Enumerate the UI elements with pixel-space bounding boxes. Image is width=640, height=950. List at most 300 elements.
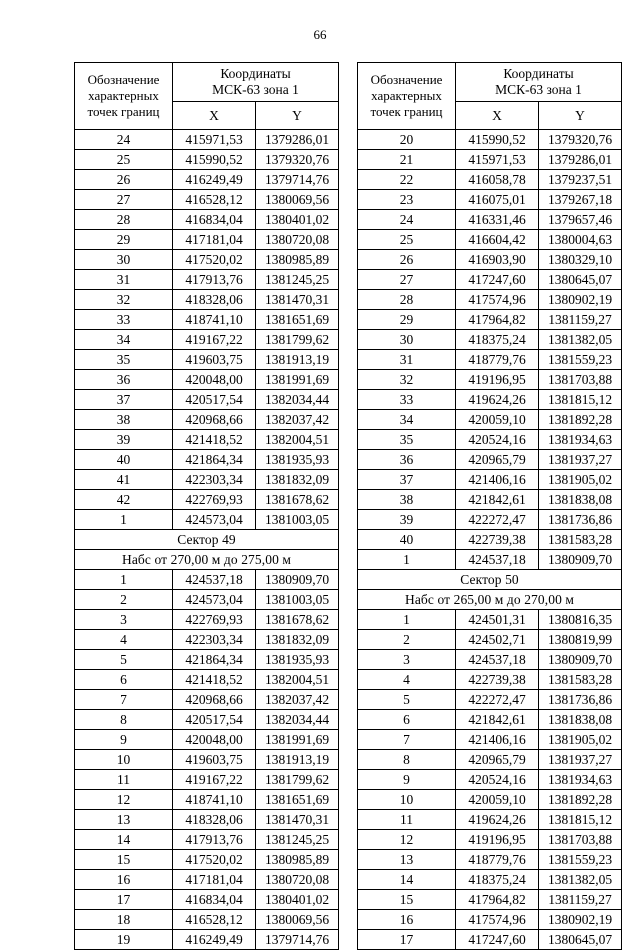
table-row xyxy=(75,610,339,630)
x-coordinate: 424537,18 xyxy=(173,570,256,590)
x-coordinate: 418375,24 xyxy=(456,330,539,350)
point-number: 12 xyxy=(358,830,456,850)
x-coordinate: 424573,04 xyxy=(173,510,256,530)
table-row xyxy=(75,370,339,390)
y-coordinate: 1381003,05 xyxy=(256,510,339,530)
table-row xyxy=(75,910,339,930)
x-coordinate: 419603,75 xyxy=(173,750,256,770)
left-table-body xyxy=(75,130,339,950)
x-coordinate: 422303,34 xyxy=(173,630,256,650)
y-coordinate: 1379267,18 xyxy=(539,190,622,210)
x-coordinate: 421406,16 xyxy=(456,730,539,750)
y-coordinate: 1380902,19 xyxy=(539,290,622,310)
point-number: 28 xyxy=(75,210,173,230)
x-coordinate: 424573,04 xyxy=(173,590,256,610)
table-row xyxy=(358,450,622,470)
table-row xyxy=(358,370,622,390)
table-row xyxy=(358,930,622,950)
table-row xyxy=(75,790,339,810)
point-number: 6 xyxy=(75,670,173,690)
table-row xyxy=(358,730,622,750)
header-x-label: X xyxy=(456,102,539,130)
x-coordinate: 418779,76 xyxy=(456,350,539,370)
x-coordinate: 419603,75 xyxy=(173,350,256,370)
point-number: 1 xyxy=(358,610,456,630)
table-row xyxy=(75,730,339,750)
y-coordinate: 1381470,31 xyxy=(256,290,339,310)
x-coordinate: 418779,76 xyxy=(456,850,539,870)
point-number: 7 xyxy=(358,730,456,750)
table-row xyxy=(75,170,339,190)
y-coordinate: 1382034,44 xyxy=(256,390,339,410)
table-row xyxy=(358,890,622,910)
y-coordinate: 1380819,99 xyxy=(539,630,622,650)
y-coordinate: 1380902,19 xyxy=(539,910,622,930)
table-row xyxy=(75,850,339,870)
table-row xyxy=(75,270,339,290)
point-number: 26 xyxy=(358,250,456,270)
point-number: 34 xyxy=(358,410,456,430)
x-coordinate: 416058,78 xyxy=(456,170,539,190)
x-coordinate: 424501,31 xyxy=(456,610,539,630)
y-coordinate: 1381937,27 xyxy=(539,750,622,770)
table-row xyxy=(358,530,622,550)
header-coords-line2: МСК-63 зона 1 xyxy=(495,82,582,97)
x-coordinate: 421842,61 xyxy=(456,710,539,730)
table-row xyxy=(75,750,339,770)
point-number: 40 xyxy=(75,450,173,470)
y-coordinate: 1380401,02 xyxy=(256,210,339,230)
y-coordinate: 1379237,51 xyxy=(539,170,622,190)
y-coordinate: 1380909,70 xyxy=(256,570,339,590)
point-number: 1 xyxy=(75,510,173,530)
y-coordinate: 1380985,89 xyxy=(256,850,339,870)
x-coordinate: 422769,93 xyxy=(173,490,256,510)
point-number: 33 xyxy=(358,390,456,410)
point-number: 30 xyxy=(358,330,456,350)
point-number: 14 xyxy=(358,870,456,890)
x-coordinate: 420968,66 xyxy=(173,410,256,430)
point-number: 19 xyxy=(75,930,173,950)
y-coordinate: 1381651,69 xyxy=(256,310,339,330)
coordinates-table-left xyxy=(74,62,339,950)
x-coordinate: 420059,10 xyxy=(456,790,539,810)
y-coordinate: 1381913,19 xyxy=(256,750,339,770)
x-coordinate: 422739,38 xyxy=(456,530,539,550)
y-coordinate: 1381470,31 xyxy=(256,810,339,830)
x-coordinate: 415990,52 xyxy=(456,130,539,150)
y-coordinate: 1381832,09 xyxy=(256,630,339,650)
point-number: 41 xyxy=(75,470,173,490)
table-row xyxy=(358,330,622,350)
coordinates-table-right xyxy=(357,62,622,950)
y-coordinate: 1381678,62 xyxy=(256,490,339,510)
y-coordinate: 1381838,08 xyxy=(539,490,622,510)
y-coordinate: 1380401,02 xyxy=(256,890,339,910)
y-coordinate: 1381937,27 xyxy=(539,450,622,470)
header-y-label: Y xyxy=(539,102,622,130)
x-coordinate: 420059,10 xyxy=(456,410,539,430)
y-coordinate: 1381245,25 xyxy=(256,270,339,290)
header-coords-label xyxy=(173,63,339,102)
y-coordinate: 1381815,12 xyxy=(539,810,622,830)
point-number: 8 xyxy=(75,710,173,730)
point-number: 8 xyxy=(358,750,456,770)
table-row xyxy=(358,410,622,430)
table-row xyxy=(358,770,622,790)
y-coordinate: 1381991,69 xyxy=(256,370,339,390)
x-coordinate: 420965,79 xyxy=(456,750,539,770)
x-coordinate: 418328,06 xyxy=(173,810,256,830)
x-coordinate: 416834,04 xyxy=(173,210,256,230)
table-row xyxy=(75,350,339,370)
point-number: 42 xyxy=(75,490,173,510)
table-row xyxy=(75,870,339,890)
x-coordinate: 416249,49 xyxy=(173,930,256,950)
point-number: 38 xyxy=(75,410,173,430)
x-coordinate: 420048,00 xyxy=(173,370,256,390)
section-label: Сектор 50 xyxy=(358,570,622,590)
y-coordinate: 1381703,88 xyxy=(539,370,622,390)
table-row xyxy=(358,830,622,850)
point-number: 24 xyxy=(75,130,173,150)
y-coordinate: 1381736,86 xyxy=(539,690,622,710)
table-row xyxy=(358,710,622,730)
y-coordinate: 1381159,27 xyxy=(539,310,622,330)
right-table-body xyxy=(358,130,622,950)
point-number: 35 xyxy=(75,350,173,370)
table-row xyxy=(358,190,622,210)
y-coordinate: 1380909,70 xyxy=(539,650,622,670)
x-coordinate: 415971,53 xyxy=(173,130,256,150)
y-coordinate: 1379714,76 xyxy=(256,930,339,950)
x-coordinate: 424537,18 xyxy=(456,650,539,670)
x-coordinate: 415990,52 xyxy=(173,150,256,170)
table-row xyxy=(358,870,622,890)
x-coordinate: 421418,52 xyxy=(173,670,256,690)
point-number: 13 xyxy=(358,850,456,870)
x-coordinate: 419624,26 xyxy=(456,810,539,830)
y-coordinate: 1379657,46 xyxy=(539,210,622,230)
point-number: 31 xyxy=(358,350,456,370)
y-coordinate: 1382004,51 xyxy=(256,430,339,450)
point-number: 26 xyxy=(75,170,173,190)
table-row xyxy=(75,630,339,650)
x-coordinate: 416834,04 xyxy=(173,890,256,910)
table-row xyxy=(75,150,339,170)
header-coords-line2: МСК-63 зона 1 xyxy=(212,82,299,97)
point-number: 28 xyxy=(358,290,456,310)
y-coordinate: 1380720,08 xyxy=(256,870,339,890)
header-coords-line1: Координаты xyxy=(220,66,291,81)
header-point-label: Обозначение характерных точек границ xyxy=(358,63,456,130)
x-coordinate: 422272,47 xyxy=(456,510,539,530)
x-coordinate: 416249,49 xyxy=(173,170,256,190)
point-number: 27 xyxy=(75,190,173,210)
point-number: 39 xyxy=(75,430,173,450)
x-coordinate: 422303,34 xyxy=(173,470,256,490)
section-row xyxy=(75,550,339,570)
y-coordinate: 1382004,51 xyxy=(256,670,339,690)
point-number: 29 xyxy=(358,310,456,330)
x-coordinate: 421864,34 xyxy=(173,650,256,670)
x-coordinate: 421842,61 xyxy=(456,490,539,510)
table-row xyxy=(75,390,339,410)
table-row xyxy=(75,210,339,230)
point-number: 9 xyxy=(75,730,173,750)
x-coordinate: 417913,76 xyxy=(173,270,256,290)
x-coordinate: 417574,96 xyxy=(456,910,539,930)
x-coordinate: 420524,16 xyxy=(456,430,539,450)
point-number: 4 xyxy=(358,670,456,690)
point-number: 36 xyxy=(358,450,456,470)
y-coordinate: 1382034,44 xyxy=(256,710,339,730)
y-coordinate: 1381935,93 xyxy=(256,650,339,670)
point-number: 25 xyxy=(358,230,456,250)
y-coordinate: 1380069,56 xyxy=(256,910,339,930)
x-coordinate: 419624,26 xyxy=(456,390,539,410)
x-coordinate: 419196,95 xyxy=(456,830,539,850)
y-coordinate: 1381934,63 xyxy=(539,770,622,790)
table-row xyxy=(75,570,339,590)
table-row xyxy=(75,130,339,150)
table-row xyxy=(75,230,339,250)
table-row xyxy=(75,450,339,470)
table-row xyxy=(358,170,622,190)
header-coords-label xyxy=(456,63,622,102)
table-row xyxy=(358,270,622,290)
table-row xyxy=(75,510,339,530)
table-row xyxy=(75,490,339,510)
table-row xyxy=(358,430,622,450)
point-number: 3 xyxy=(358,650,456,670)
table-row xyxy=(358,510,622,530)
x-coordinate: 417913,76 xyxy=(173,830,256,850)
y-coordinate: 1381815,12 xyxy=(539,390,622,410)
y-coordinate: 1381703,88 xyxy=(539,830,622,850)
y-coordinate: 1381583,28 xyxy=(539,530,622,550)
table-row xyxy=(358,550,622,570)
section-row xyxy=(358,590,622,610)
y-coordinate: 1380816,35 xyxy=(539,610,622,630)
point-number: 37 xyxy=(358,470,456,490)
point-number: 6 xyxy=(358,710,456,730)
table-row xyxy=(358,290,622,310)
point-number: 7 xyxy=(75,690,173,710)
table-row xyxy=(75,290,339,310)
point-number: 4 xyxy=(75,630,173,650)
point-number: 33 xyxy=(75,310,173,330)
point-number: 18 xyxy=(75,910,173,930)
x-coordinate: 417247,60 xyxy=(456,270,539,290)
point-number: 5 xyxy=(358,690,456,710)
table-row xyxy=(358,810,622,830)
x-coordinate: 418328,06 xyxy=(173,290,256,310)
y-coordinate: 1380985,89 xyxy=(256,250,339,270)
x-coordinate: 420968,66 xyxy=(173,690,256,710)
y-coordinate: 1382037,42 xyxy=(256,690,339,710)
table-row xyxy=(75,190,339,210)
table-row xyxy=(75,410,339,430)
y-coordinate: 1380329,10 xyxy=(539,250,622,270)
table-row xyxy=(358,670,622,690)
y-coordinate: 1381991,69 xyxy=(256,730,339,750)
point-number: 32 xyxy=(358,370,456,390)
point-number: 16 xyxy=(358,910,456,930)
x-coordinate: 419167,22 xyxy=(173,330,256,350)
x-coordinate: 419196,95 xyxy=(456,370,539,390)
y-coordinate: 1381678,62 xyxy=(256,610,339,630)
x-coordinate: 416604,42 xyxy=(456,230,539,250)
point-number: 17 xyxy=(358,930,456,950)
x-coordinate: 419167,22 xyxy=(173,770,256,790)
table-row xyxy=(75,330,339,350)
table-row xyxy=(358,630,622,650)
table-row xyxy=(358,610,622,630)
point-number: 15 xyxy=(358,890,456,910)
x-coordinate: 420517,54 xyxy=(173,710,256,730)
x-coordinate: 420965,79 xyxy=(456,450,539,470)
table-row xyxy=(75,430,339,450)
table-row xyxy=(75,590,339,610)
x-coordinate: 417181,04 xyxy=(173,230,256,250)
section-label: Сектор 49 xyxy=(75,530,339,550)
point-number: 10 xyxy=(75,750,173,770)
y-coordinate: 1381382,05 xyxy=(539,330,622,350)
point-number: 12 xyxy=(75,790,173,810)
x-coordinate: 417964,82 xyxy=(456,310,539,330)
table-row xyxy=(358,850,622,870)
header-point-label: Обозначение характерных точек границ xyxy=(75,63,173,130)
table-row xyxy=(75,470,339,490)
y-coordinate: 1381935,93 xyxy=(256,450,339,470)
table-row xyxy=(358,690,622,710)
x-coordinate: 422739,38 xyxy=(456,670,539,690)
table-row xyxy=(358,910,622,930)
y-coordinate: 1381892,28 xyxy=(539,410,622,430)
point-number: 16 xyxy=(75,870,173,890)
x-coordinate: 417574,96 xyxy=(456,290,539,310)
point-number: 31 xyxy=(75,270,173,290)
x-coordinate: 417964,82 xyxy=(456,890,539,910)
y-coordinate: 1381245,25 xyxy=(256,830,339,850)
point-number: 1 xyxy=(358,550,456,570)
point-number: 37 xyxy=(75,390,173,410)
table-row xyxy=(75,650,339,670)
table-row xyxy=(358,390,622,410)
x-coordinate: 417520,02 xyxy=(173,850,256,870)
header-coords-line1: Координаты xyxy=(503,66,574,81)
point-number: 39 xyxy=(358,510,456,530)
point-number: 24 xyxy=(358,210,456,230)
point-number: 9 xyxy=(358,770,456,790)
table-row xyxy=(75,670,339,690)
x-coordinate: 418375,24 xyxy=(456,870,539,890)
x-coordinate: 422272,47 xyxy=(456,690,539,710)
point-number: 25 xyxy=(75,150,173,170)
point-number: 5 xyxy=(75,650,173,670)
y-coordinate: 1381892,28 xyxy=(539,790,622,810)
y-coordinate: 1379286,01 xyxy=(539,150,622,170)
point-number: 29 xyxy=(75,230,173,250)
x-coordinate: 416528,12 xyxy=(173,190,256,210)
table-row xyxy=(75,250,339,270)
y-coordinate: 1381382,05 xyxy=(539,870,622,890)
section-row xyxy=(75,530,339,550)
y-coordinate: 1380004,63 xyxy=(539,230,622,250)
point-number: 11 xyxy=(358,810,456,830)
table-row xyxy=(75,830,339,850)
y-coordinate: 1380069,56 xyxy=(256,190,339,210)
point-number: 32 xyxy=(75,290,173,310)
table-row xyxy=(75,710,339,730)
y-coordinate: 1381559,23 xyxy=(539,350,622,370)
y-coordinate: 1381905,02 xyxy=(539,730,622,750)
y-coordinate: 1381159,27 xyxy=(539,890,622,910)
x-coordinate: 418741,10 xyxy=(173,310,256,330)
table-row xyxy=(75,890,339,910)
table-row xyxy=(358,470,622,490)
table-row xyxy=(358,790,622,810)
x-coordinate: 422769,93 xyxy=(173,610,256,630)
x-coordinate: 421864,34 xyxy=(173,450,256,470)
table-row xyxy=(75,930,339,950)
y-coordinate: 1381832,09 xyxy=(256,470,339,490)
x-coordinate: 417247,60 xyxy=(456,930,539,950)
y-coordinate: 1380645,07 xyxy=(539,270,622,290)
x-coordinate: 416075,01 xyxy=(456,190,539,210)
point-number: 36 xyxy=(75,370,173,390)
y-coordinate: 1379320,76 xyxy=(256,150,339,170)
table-row xyxy=(358,150,622,170)
y-coordinate: 1382037,42 xyxy=(256,410,339,430)
table-row xyxy=(358,210,622,230)
table-row xyxy=(358,310,622,330)
y-coordinate: 1379320,76 xyxy=(539,130,622,150)
point-number: 17 xyxy=(75,890,173,910)
table-row xyxy=(75,690,339,710)
x-coordinate: 417181,04 xyxy=(173,870,256,890)
table-row xyxy=(358,650,622,670)
y-coordinate: 1380645,07 xyxy=(539,930,622,950)
y-coordinate: 1380720,08 xyxy=(256,230,339,250)
point-number: 21 xyxy=(358,150,456,170)
table-row xyxy=(75,810,339,830)
y-coordinate: 1381799,62 xyxy=(256,770,339,790)
point-number: 38 xyxy=(358,490,456,510)
point-number: 20 xyxy=(358,130,456,150)
point-number: 11 xyxy=(75,770,173,790)
table-row xyxy=(75,770,339,790)
table-row xyxy=(358,130,622,150)
point-number: 10 xyxy=(358,790,456,810)
point-number: 14 xyxy=(75,830,173,850)
x-coordinate: 421406,16 xyxy=(456,470,539,490)
table-row xyxy=(358,250,622,270)
point-number: 34 xyxy=(75,330,173,350)
x-coordinate: 424537,18 xyxy=(456,550,539,570)
y-coordinate: 1381003,05 xyxy=(256,590,339,610)
x-coordinate: 418741,10 xyxy=(173,790,256,810)
section-label: Набс от 270,00 м до 275,00 м xyxy=(75,550,339,570)
point-number: 40 xyxy=(358,530,456,550)
y-coordinate: 1380909,70 xyxy=(539,550,622,570)
y-coordinate: 1381559,23 xyxy=(539,850,622,870)
header-y-label: Y xyxy=(256,102,339,130)
point-number: 27 xyxy=(358,270,456,290)
point-number: 2 xyxy=(75,590,173,610)
x-coordinate: 424502,71 xyxy=(456,630,539,650)
